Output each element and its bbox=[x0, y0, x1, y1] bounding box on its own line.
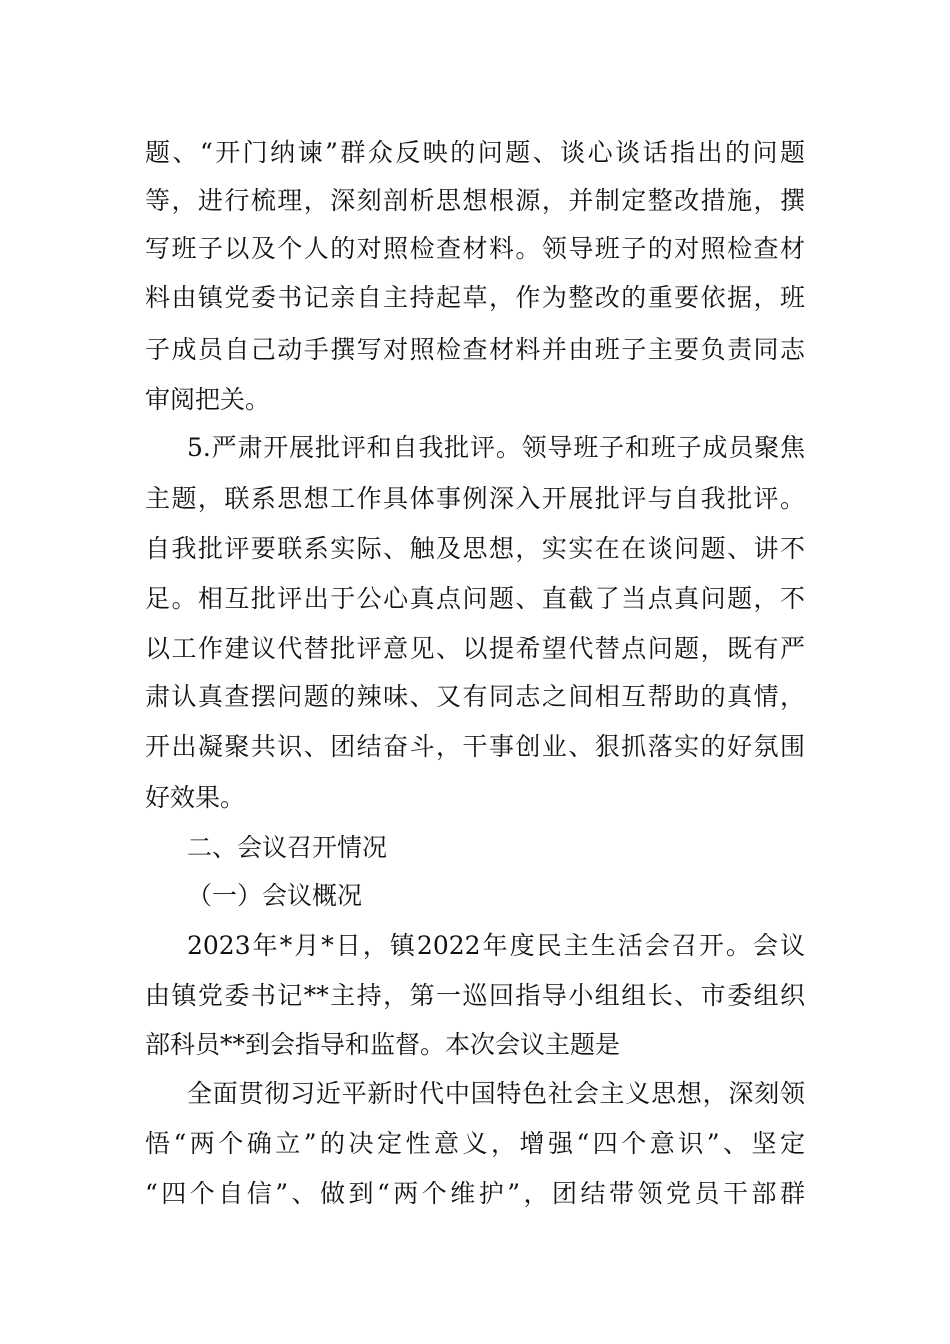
text-line-22: “四个自信”、做到“两个维护”，团结带领党员干部群 bbox=[145, 1179, 805, 1208]
text-line-9: 自我批评要联系实际、触及思想，实实在在谈问题、讲不 bbox=[145, 534, 805, 563]
section-item-5: 5.严肃开展批评和自我批评。领导班子和班子成员聚焦 bbox=[187, 433, 805, 462]
section-heading-2: 二、会议召开情况 bbox=[187, 833, 388, 862]
text-line-13: 开出凝聚共识、团结奋斗，干事创业、狠抓落实的好氛围 bbox=[145, 732, 805, 761]
text-line-14: 好效果。 bbox=[145, 783, 246, 812]
text-line-11: 以工作建议代替批评意见、以提希望代替点问题，既有严 bbox=[145, 634, 805, 663]
text-line-3: 写班子以及个人的对照检查材料。领导班子的对照检查材 bbox=[145, 234, 805, 263]
text-line-4: 料由镇党委书记亲自主持起草，作为整改的重要依据，班 bbox=[145, 283, 805, 312]
text-line-8: 主题，联系思想工作具体事例深入开展批评与自我批评。 bbox=[145, 484, 805, 513]
text-line-21: 悟“两个确立”的决定性意义，增强“四个意识”、坚定 bbox=[145, 1129, 805, 1158]
text-line-2: 等，进行梳理，深刻剖析思想根源，并制定整改措施，撰 bbox=[145, 186, 805, 215]
text-line-5: 子成员自己动手撰写对照检查材料并由班子主要负责同志 bbox=[145, 335, 805, 364]
text-line-1: 题、“开门纳谏”群众反映的问题、谈心谈话指出的问题 bbox=[145, 138, 805, 167]
text-line-18: 由镇党委书记**主持，第一巡回指导小组组长、市委组织 bbox=[145, 981, 805, 1010]
text-line-17: 2023年*月*日，镇2022年度民主生活会召开。会议 bbox=[187, 931, 805, 960]
text-line-6: 审阅把关。 bbox=[145, 385, 271, 414]
text-line-19: 部科员**到会指导和监督。本次会议主题是 bbox=[145, 1030, 621, 1059]
subsection-heading-1: （一）会议概况 bbox=[187, 881, 363, 910]
text-line-10: 足。相互批评出于公心真点问题、直截了当点真问题，不 bbox=[145, 584, 805, 613]
text-line-20: 全面贯彻习近平新时代中国特色社会主义思想，深刻领 bbox=[187, 1079, 805, 1108]
text-line-12: 肃认真查摆问题的辣味、又有同志之间相互帮助的真情， bbox=[145, 682, 805, 711]
